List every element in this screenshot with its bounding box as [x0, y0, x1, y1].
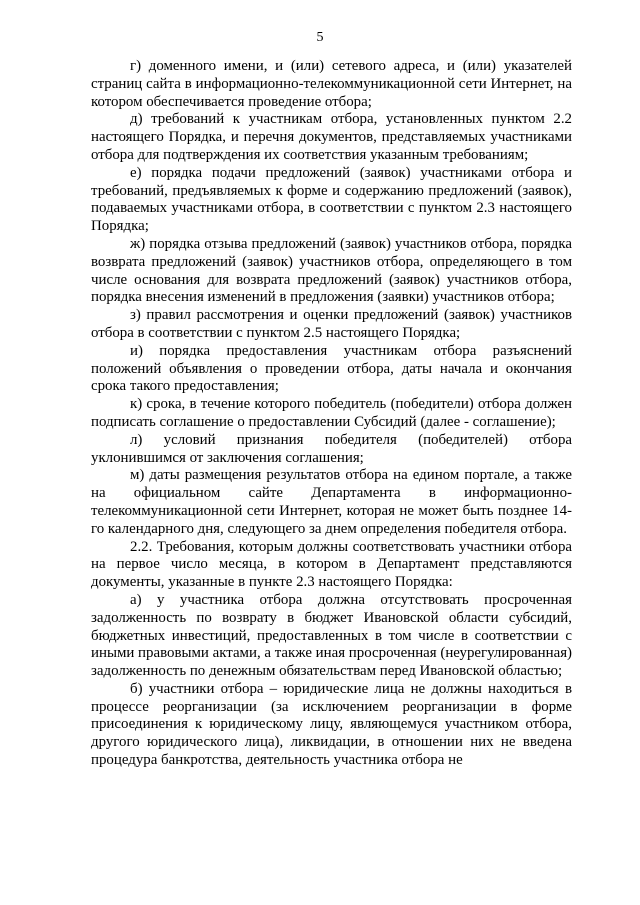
paragraph-item-zh: ж) порядка отзыва предложений (заявок) участников отбора, порядка возврата предложений (заявок) участников отбора, определяющего в том числе основания для возврата предложений (заявок) участников отбора, порядка внесения изменений в предложения (заявки) участников отбора;	[91, 235, 572, 306]
paragraph-item-k: к) срока, в течение которого победитель (победители) отбора должен подписать соглашение о предоставлении Субсидий (далее - соглашение);	[91, 396, 572, 430]
paragraph-item-z: з) правил рассмотрения и оценки предложений (заявок) участников отбора в соответствии с пунктом 2.5 настоящего Порядка;	[91, 307, 572, 341]
section-2-2-paragraph: 2.2. Требования, которым должны соответствовать участники отбора на первое число месяца, в котором в Департамент представляются документы, указанные в пункте 2.3 настоящего Порядка:	[91, 538, 572, 591]
requirement-item-a: а) у участника отбора должна отсутствовать просроченная задолженность по возврату в бюджет Ивановской области субсидий, бюджетных инвестиций, предоставленных в том числе в соответствии с иными правовыми актами, а также иная просроченная (неурегулированная) задолженность по денежным обязательствам перед Ивановской областью;	[91, 591, 573, 680]
paragraph-item-d: д) требований к участникам отбора, установленных пунктом 2.2 настоящего Порядка, и перечня документов, представляемых участниками отбора для подтверждения их соответствия указанным требованиям;	[91, 111, 572, 163]
document-body	[91, 58, 572, 770]
paragraph-item-e: е) порядка подачи предложений (заявок) участниками отбора и требований, предъявляемых к форме и содержанию предложений (заявок), подаваемых участниками отбора, в соответствии с пунктом 2.3 настоящего Порядка;	[91, 164, 572, 235]
page-number: 5	[316, 30, 324, 45]
paragraph-item-l: л) условий признания победителя (победителей) отбора уклонившимся от заключения соглашения;	[91, 431, 572, 466]
paragraph-item-g: г) доменного имени, и (или) сетевого адреса, и (или) указателей страниц сайта в информационно-телекоммуникационной сети Интернет, на котором обеспечивается проведение отбора;	[91, 58, 572, 110]
paragraph-item-i: и) порядка предоставления участникам отбора разъяснений положений объявления о проведении отбора, даты начала и окончания срока такого предоставления;	[91, 342, 572, 395]
requirement-item-b: б) участники отбора – юридические лица не должны находиться в процессе реорганизации (за исключением реорганизации в форме присоединения к юридическому лицу, являющемуся участником отбора, другого юридического лица), ликвидации, в отношении них не введена процедура банкротства, деятельность участника отбора не	[91, 680, 572, 769]
paragraph-item-m: м) даты размещения результатов отбора на едином портале, а также на официальном сайте Департамента в информационно-телекоммуникационной сети Интернет, которая не может быть позднее 14-го календарного дня, следующего за днем определения победителя отбора.	[91, 467, 572, 537]
